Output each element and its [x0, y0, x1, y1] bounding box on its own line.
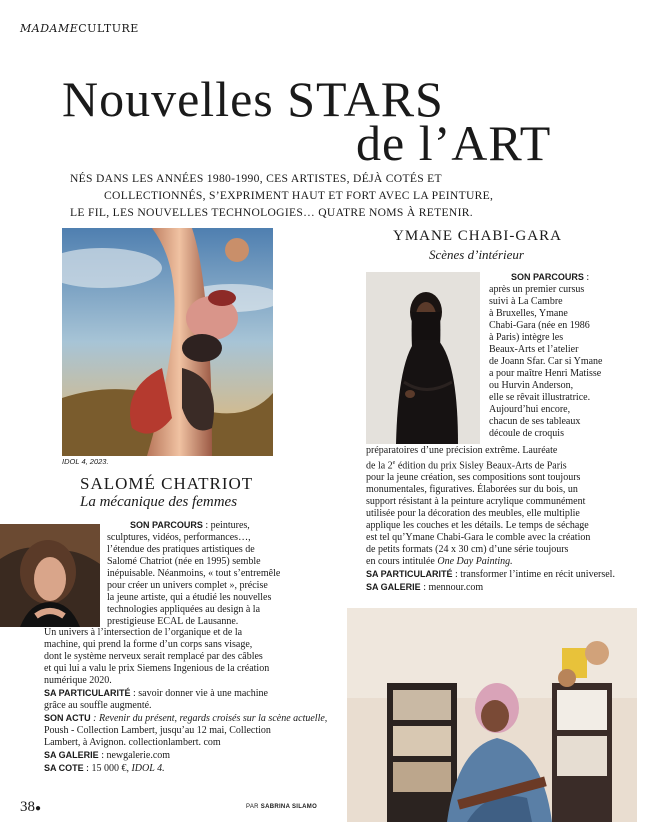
cote-label: SA COTE [44, 763, 84, 773]
text-line: support résistant à la peinture acrylique communément [366, 496, 586, 508]
intro-line: NÉS DANS LES ANNÉES 1980-1990, CES ARTISTES, DÉJÀ COTÉS ET [70, 172, 442, 185]
text-line: : peintures, [202, 520, 250, 531]
text-line: de Joann Sfar. Car si Ymane [489, 356, 603, 367]
artist2-parcours [489, 271, 603, 440]
particularite-value: : transformer l’intime en récit universel. [452, 569, 615, 581]
text-line: suivi à La Cambre [489, 296, 563, 307]
galerie-label: SA GALERIE [44, 750, 99, 760]
particularite-label: SA PARTICULARITÉ [366, 569, 453, 580]
artist2-body [366, 445, 615, 594]
text-line: Chabi-Gara (née en 1986 [489, 320, 590, 331]
galerie-value: : mennour.com [420, 582, 484, 594]
cote-value: : 15 000 €, [83, 763, 132, 774]
text-line: de petits formats (24 x 30 cm) d’une série toujours [366, 544, 569, 556]
text-line: Un univers à l’intersection de l’organique et de la [44, 627, 243, 638]
byline-prefix: PAR [246, 804, 261, 810]
text-line: Aujourd’hui encore, [489, 404, 571, 415]
text-line: grâce au souffle augmenté. [44, 700, 152, 711]
artist2-name: YMANE CHABI-GARA [393, 228, 562, 244]
artwork-interior-painting-image [347, 608, 637, 822]
section-header [20, 22, 139, 35]
artwork-caption: IDOL 4, 2023. [62, 457, 109, 466]
text-line: applique les couches et les détails. Le temps de séchage [366, 520, 589, 532]
text-line: : Revenir du présent, regards croisés sur la scène actuelle, [90, 713, 328, 724]
text-line: pour la jeune création, ses compositions sont toujours [366, 472, 581, 484]
text-line: préparatoires d’une précision extrême. Lauréate [366, 445, 558, 456]
text-line: l’étendue des pratiques artistiques de [107, 544, 255, 555]
text-line: Lambert, à Avignon. collectionlambert. com [44, 737, 221, 748]
text-line: pour créer un univers complet », précise [107, 580, 268, 591]
actu-label: SON ACTU [44, 713, 91, 723]
artist1-subtitle: La mécanique des femmes [80, 494, 238, 510]
cote-artwork: IDOL 4. [131, 763, 165, 774]
text-line: Poush - Collection Lambert, jusqu’au 12 mai, Collection [44, 725, 271, 736]
artist2-subtitle: Scènes d’intérieur [429, 247, 524, 262]
page-number-text: 38 [20, 799, 35, 815]
artist1-portrait [0, 524, 100, 627]
text-line: utilisée pour la décoration des meubles, elle multiplie [366, 508, 580, 520]
text-line: découle de croquis [489, 428, 564, 439]
section-label-culture: CULTURE [78, 22, 139, 35]
particularite-label: SA PARTICULARITÉ [44, 688, 131, 698]
page-dot-icon: ● [35, 803, 42, 814]
superscript: e [392, 460, 396, 466]
text-line: machine, qui prend la forme d’un corps sans visage, [44, 639, 253, 650]
text-line: Salomé Chatriot (née en 1995) semble [107, 556, 261, 567]
parcours-label: SON PARCOURS [130, 520, 203, 530]
text-line: et qui lui a valu le prix Siemens Ingenious de la création [44, 663, 270, 674]
text-line: sculptures, vidéos, performances…, [107, 532, 251, 543]
text-line: Beaux-Arts et l’atelier [489, 344, 579, 355]
text-line: : [583, 272, 590, 283]
byline-author: SABRINA SILAMO [260, 804, 318, 810]
text-line: ou Hurvin Anderson, [489, 380, 574, 391]
artist2-portrait [366, 272, 480, 444]
text-line: monumentales, figuratives. Élaborées sur du bois, un [366, 484, 578, 496]
text-line: en cours intitulée [366, 556, 438, 568]
artist1-parcours [107, 519, 280, 628]
text-line: édition du prix Sisley Beaux-Arts de Paris [395, 460, 567, 472]
text-line: inépuisable. Néanmoins, « tout s’entremêle [107, 568, 281, 579]
text-line: numérique 2020. [44, 675, 112, 686]
artwork-idol-4-image [62, 228, 273, 456]
artist1-name: SALOMÉ CHATRIOT [80, 474, 254, 493]
text-line: : savoir donner vie à une machine [130, 688, 268, 699]
headline-line2: de l’ART [356, 115, 552, 171]
series-title: One Day Painting. [437, 556, 513, 568]
headline-line1: Nouvelles STARS [62, 71, 444, 127]
intro-line: COLLECTIONNÉS, S’EXPRIMENT HAUT ET FORT AVEC LA PEINTURE, [104, 189, 494, 202]
page-number [20, 799, 41, 816]
text-line: la jeune artiste, qui a étudié les nouvelles [107, 592, 272, 603]
text-line: technologies appliquées au design à la [107, 604, 261, 615]
text-line: est tel qu’Ymane Chabi-Gara le comble avec la création [366, 532, 591, 544]
parcours-label: SON PARCOURS [511, 272, 584, 282]
text-line: dont le système nerveux serait remplacé par des câbles [44, 651, 263, 662]
artist1-body [44, 627, 327, 775]
text-line: à Paris) intègre les [489, 332, 564, 343]
text-line: à Bruxelles, Ymane [489, 308, 568, 319]
galerie-value: : newgalerie.com [98, 750, 171, 761]
text-line: chacun de ses tableaux [489, 416, 581, 427]
galerie-label: SA GALERIE [366, 582, 421, 593]
text-line: elle se rêvait illustratrice. [489, 392, 591, 403]
section-label-madame: MADAME [20, 22, 79, 35]
text-line: après un premier cursus [489, 284, 585, 295]
text-line: de la 2 [366, 460, 393, 472]
intro-line: LE FIL, LES NOUVELLES TECHNOLOGIES… QUATRE NOMS À RETENIR. [70, 206, 473, 219]
text-line: a pour maître Henri Matisse [489, 368, 602, 379]
text-line: prestigieuse ECAL de Lausanne. [107, 616, 239, 627]
byline [246, 804, 317, 810]
intro-text [70, 170, 540, 221]
